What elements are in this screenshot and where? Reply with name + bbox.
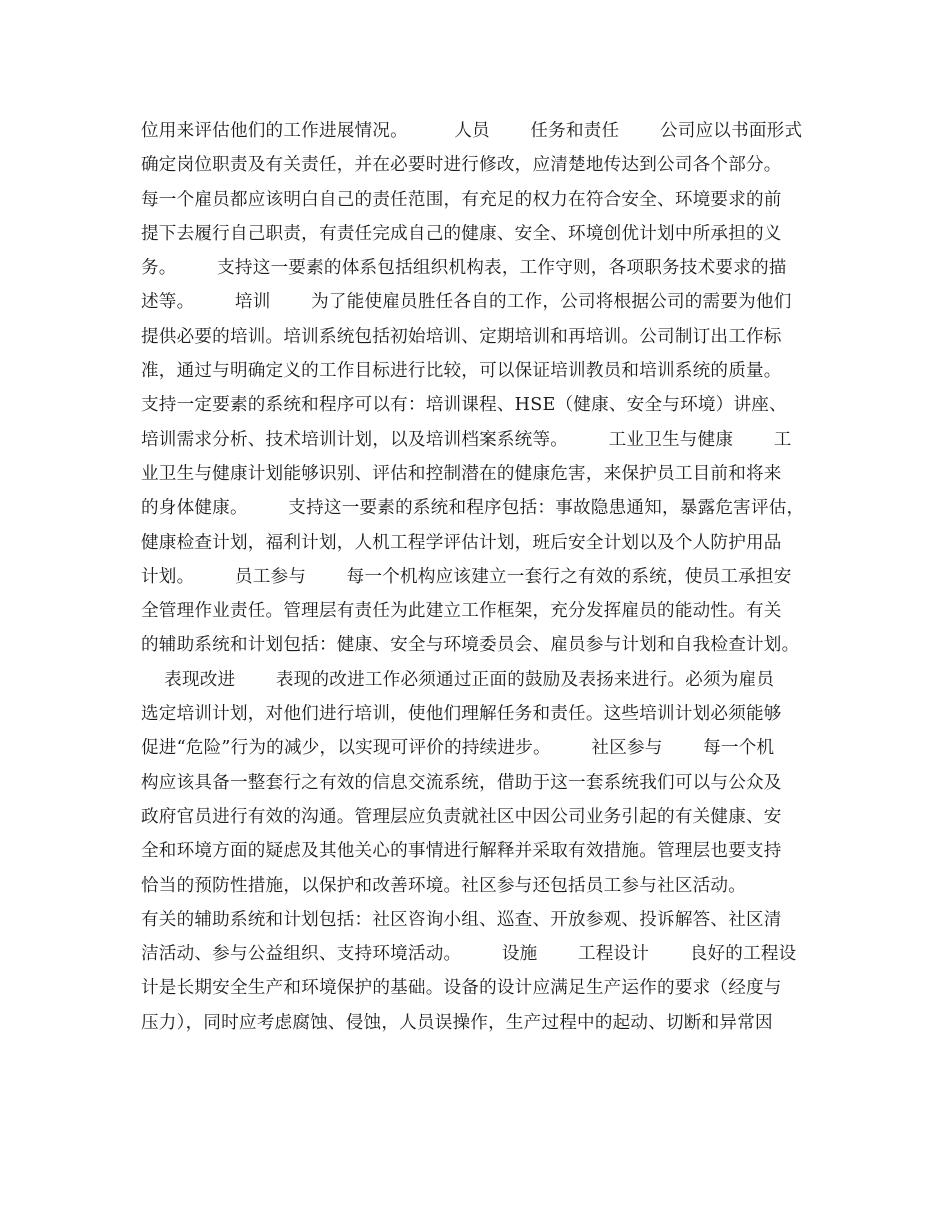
text-line: 选定培训计划，对他们进行培训，使他们理解任务和责任。这些培训计划必须能够 — [141, 704, 782, 725]
text-line: 业卫生与健康计划能够识别、评估和控制潜在的健康危害，来保护员工目前和将来 — [141, 463, 782, 484]
text-line: 述等。 培训 为了能使雇员胜任各自的工作，公司将根据公司的需要为他们 — [141, 292, 792, 313]
text-line: 的辅助系统和计划包括：健康、安全与环境委员会、雇员参与计划和自我检查计划。 — [141, 635, 800, 656]
text-line: 计划。 员工参与 每一个机构应该建立一套行之有效的系统，使员工承担安 — [141, 566, 792, 587]
text-line: 确定岗位职责及有关责任，并在必要时进行修改，应清楚地传达到公司各个部分。 — [141, 155, 782, 176]
text-line: 计是长期安全生产和环境保护的基础。设备的设计应满足生产运作的要求（经度与 — [141, 978, 782, 999]
text-line: 提供必要的培训。培训系统包括初始培训、定期培训和再培训。公司制订出工作标 — [141, 326, 782, 347]
body-text — [141, 114, 831, 1040]
text-line: 提下去履行自己职责，有责任完成自己的健康、安全、环境创优计划中所承担的义 — [141, 223, 782, 244]
text-line: 洁活动、参与公益组织、支持环境活动。 设施 工程设计 良好的工程设 — [141, 944, 797, 965]
text-line: 有关的辅助系统和计划包括：社区咨询小组、巡查、开放参观、投诉解答、社区清 — [141, 909, 782, 930]
text-line: 的身体健康。 支持这一要素的系统和程序包括：事故隐患通知，暴露危害评估， — [141, 498, 805, 519]
text-line: 每一个雇员都应该明白自己的责任范围，有充足的权力在符合安全、环境要求的前 — [141, 189, 782, 210]
text-line: 支持一定要素的系统和程序可以有：培训课程、HSE（健康、安全与环境）讲座、 — [141, 395, 787, 416]
text-line: 准，通过与明确定义的工作目标进行比较，可以保证培训教员和培训系统的质量。 — [141, 361, 782, 382]
text-line: 位用来评估他们的工作进展情况。 人员 任务和责任 公司应以书面形式 — [141, 121, 803, 141]
text-line: 压力），同时应考虑腐蚀、侵蚀，人员误操作，生产过程中的起动、切断和异常因 — [141, 1012, 773, 1033]
text-line: 政府官员进行有效的沟通。管理层应负责就社区中因公司业务引起的有关健康、安 — [141, 806, 782, 827]
text-line: 全和环境方面的疑虑及其他关心的事情进行解释并采取有效措施。管理层也要支持 — [141, 841, 782, 862]
text-line: 恰当的预防性措施，以保护和改善环境。社区参与还包括员工参与社区活动。 — [141, 875, 746, 896]
text-line: 培训需求分析、技术培训计划，以及培训档案系统等。 工业卫生与健康 工 — [141, 429, 792, 450]
text-line: 健康检查计划，福利计划，人机工程学评估计划，班后安全计划以及个人防护用品 — [141, 532, 782, 553]
text-line: 表现改进 表现的改进工作必须通过正面的鼓励及表扬来进行。必须为雇员 — [141, 669, 775, 690]
text-line: 促进“危险”行为的减少，以实现可评价的持续进步。 社区参与 每一个机 — [141, 738, 775, 759]
text-line: 务。 支持这一要素的体系包括组织机构表，工作守则，各项职务技术要求的描 — [141, 258, 787, 279]
text-line: 全管理作业责任。管理层有责任为此建立工作框架，充分发挥雇员的能动性。有关 — [141, 601, 782, 622]
text-line: 构应该具备一整套行之有效的信息交流系统，借助于这一套系统我们可以与公众及 — [141, 772, 782, 793]
